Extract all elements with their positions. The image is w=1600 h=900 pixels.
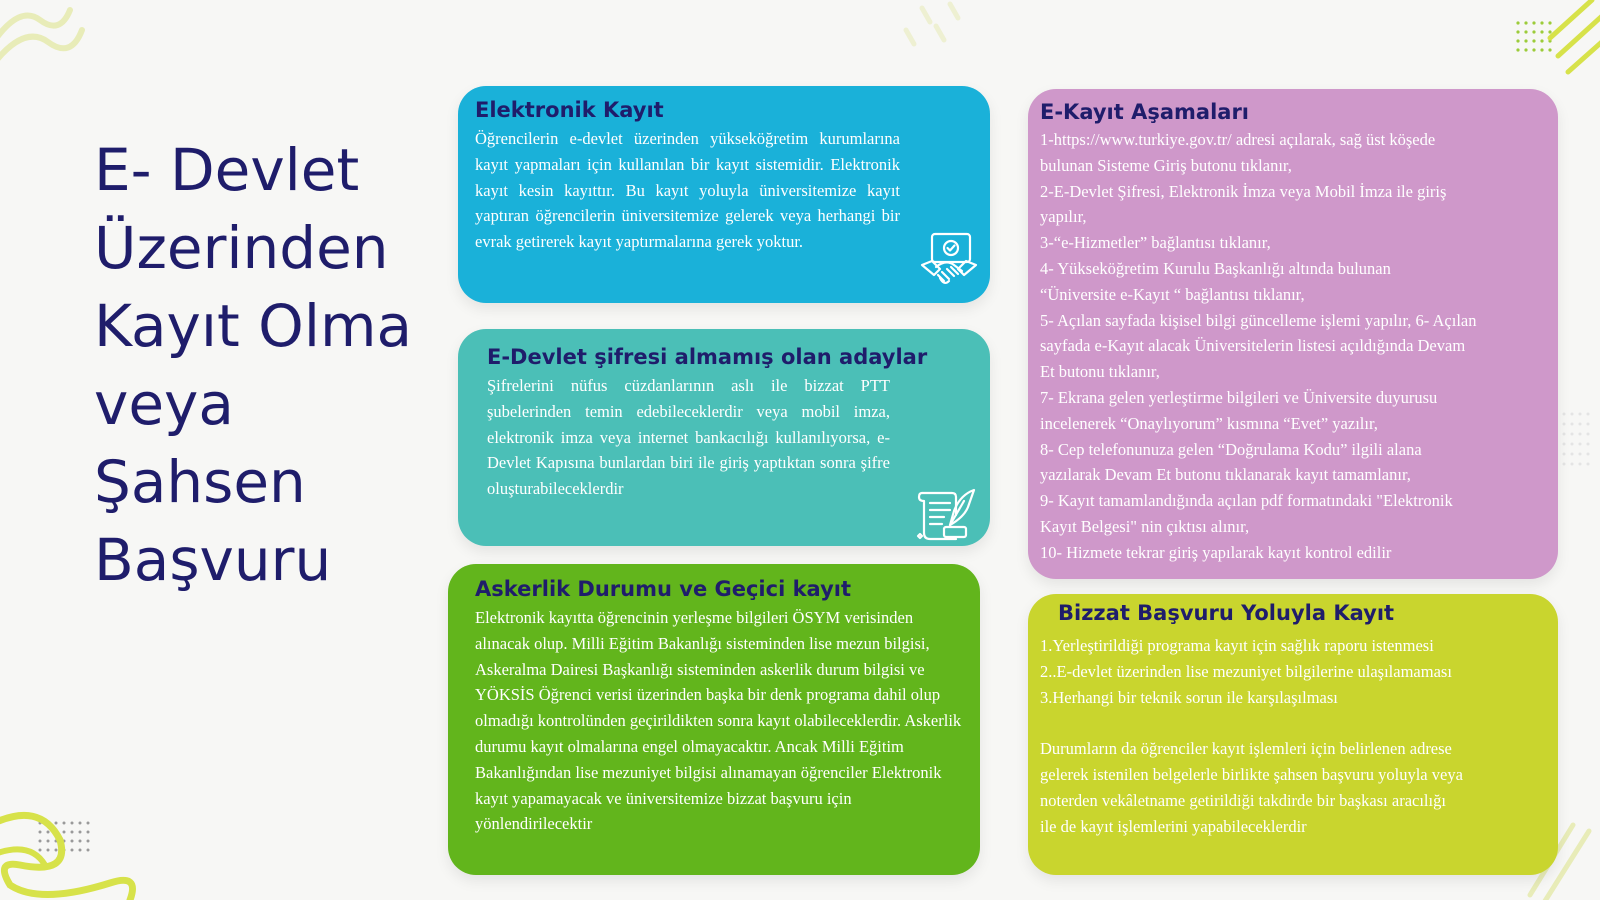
card-title: E-Devlet şifresi almamış olan adaylar (487, 345, 928, 369)
title-line: Üzerinden (94, 213, 389, 282)
paragraph-line: gelerek istenilen belgelerle birlikte şahsen başvuru yoluyla veya (1040, 764, 1463, 784)
title-line: Şahsen (94, 447, 306, 516)
decorative-dot-grid-right (1560, 410, 1600, 480)
title-line: E- Devlet (94, 135, 360, 204)
decorative-dots-top (900, 0, 980, 55)
card-text: Şifrelerini nüfus cüzdanlarının aslı ile bizzat PTT şubelerinden temin edebileceklerdir veya mobil imza, elektronik imza veya internet bankacılığı kullanılıyorsa, e-Devlet Kapısına bunlardan biri ile giriş yaptıktan sonra şifre oluşturabileceklerdir (487, 376, 890, 499)
card-title: Askerlik Durumu ve Geçici kayıt (475, 577, 852, 601)
step-line: “Üniversite e-Kayıt “ bağlantısı tıklanır, (1040, 284, 1305, 304)
title-line: veya (94, 369, 234, 438)
step-line: 4- Yükseköğretim Kurulu Başkanlığı altında bulunan (1040, 258, 1391, 278)
title-line: Başvuru (94, 525, 332, 594)
document-quill-icon (916, 487, 978, 545)
card-elektronik-kayit (458, 86, 990, 303)
step-line: Kayıt Belgesi" nin çıktısı alınır, (1040, 516, 1250, 536)
step-line: 7- Ekrana gelen yerleştirme bilgileri ve Üniversite duyurusu (1040, 387, 1438, 407)
card-title: Elektronik Kayıt (475, 98, 664, 122)
card-text: Elektronik kayıtta öğrencinin yerleşme bilgileri ÖSYM verisinden alınacak olup. Milli Eğitim Bakanlığı sisteminden lise mezun bilgisi, Askeralma Dairesi Başkanlığı sisteminden askerlik durum bilgisi ve YÖKSİS Öğrenci verisi üzerinden başka bir denk programa dahil olup olmadığı kontrolünden geçirildikten sonra kayıt olabileceklerdir. Askerlik durumu kayıt olmalarına engel olmayacaktır. Ancak Milli Eğitim Bakanlığından lise mezuniyet bilgisi alınamayan öğrenciler Elektronik kayıt yapamayacak ve üniversitemize bizzat başvuru için yönlendirilecektir (475, 608, 962, 834)
paragraph-line: ile de kayıt işlemlerini yapabileceklerdir (1040, 816, 1307, 836)
card-bizzat-basvuru (1028, 594, 1558, 875)
step-line: 2-E-Devlet Şifresi, Elektronik İmza veya Mobil İmza ile giriş (1040, 181, 1447, 201)
list-item: 1.Yerleştirildiği programa kayıt için sağlık raporu istenmesi (1040, 636, 1434, 655)
step-line: incelenerek “Onaylıyorum” kısmına “Evet” yazılır, (1040, 413, 1378, 433)
step-line: 8- Cep telefonunuza gelen “Doğrulama Kodu” ilgili alana (1040, 439, 1422, 459)
handshake-certificate-icon (918, 231, 980, 293)
decorative-scribble-bottom-left (0, 805, 150, 900)
card-title: E-Kayıt Aşamaları (1040, 100, 1249, 124)
card-edevlet-sifresi (458, 329, 990, 546)
step-line: sayfada e-Kayıt alacak Üniversitelerin listesi açıldığında Devam (1040, 336, 1466, 356)
card-ekayit-asamalari (1028, 89, 1558, 579)
card-title: Bizzat Başvuru Yoluyla Kayıt (1058, 601, 1395, 625)
spacer (1040, 710, 1546, 736)
title-line: Kayıt Olma (94, 291, 412, 360)
step-line: bulunan Sisteme Giriş butonu tıklanır, (1040, 155, 1292, 175)
step-line: Et butonu tıklanır, (1040, 362, 1160, 382)
step-line: 1-https://www.turkiye.gov.tr/ adresi açılarak, sağ üst köşede (1040, 130, 1436, 149)
steps-list (1040, 127, 1546, 566)
step-line: yapılır, (1040, 207, 1087, 227)
step-line: 3-“e-Hizmetler” bağlantısı tıklanır, (1040, 233, 1271, 253)
list-item: 2..E-devlet üzerinden lise mezuniyet bilgilerine ulaşılamaması (1040, 661, 1452, 681)
paragraph-line: noterden vekâletname getirildiği takdirde bir başkası aracılığı (1040, 790, 1446, 810)
card-askerlik-durumu (448, 564, 980, 875)
decorative-stripes-top-right (1540, 0, 1600, 80)
step-line: yazılarak Devam Et butonu tıklanarak kayıt tamamlanır, (1040, 465, 1411, 485)
paragraph-line: Durumların da öğrenciler kayıt işlemleri için belirlenen adrese (1040, 739, 1452, 759)
decorative-scribble-top-left (0, 0, 90, 80)
step-line: 9- Kayıt tamamlandığında açılan pdf formatındaki "Elektronik (1040, 491, 1453, 511)
step-line: 10- Hizmete tekrar giriş yapılarak kayıt kontrol edilir (1040, 542, 1392, 562)
list-item: 3.Herhangi bir teknik sorun ile karşılaşılması (1040, 687, 1338, 707)
card-text: Öğrencilerin e-devlet üzerinden yükseköğretim kurumlarına kayıt yapmaları için kullanılan bir kayıt sistemidir. Elektronik kayıt kesin kayıttır. Bu kayıt yoluyla üniversitemize kayıt yaptıran öğrencilerin üniversitemize gelerek veya herhangi bir evrak getirerek kayıt yaptırmalarına gerek yoktur. (475, 129, 900, 252)
step-line: 5- Açılan sayfada kişisel bilgi güncelleme işlemi yapılır, 6- Açılan (1040, 310, 1477, 330)
page-title (94, 131, 434, 599)
